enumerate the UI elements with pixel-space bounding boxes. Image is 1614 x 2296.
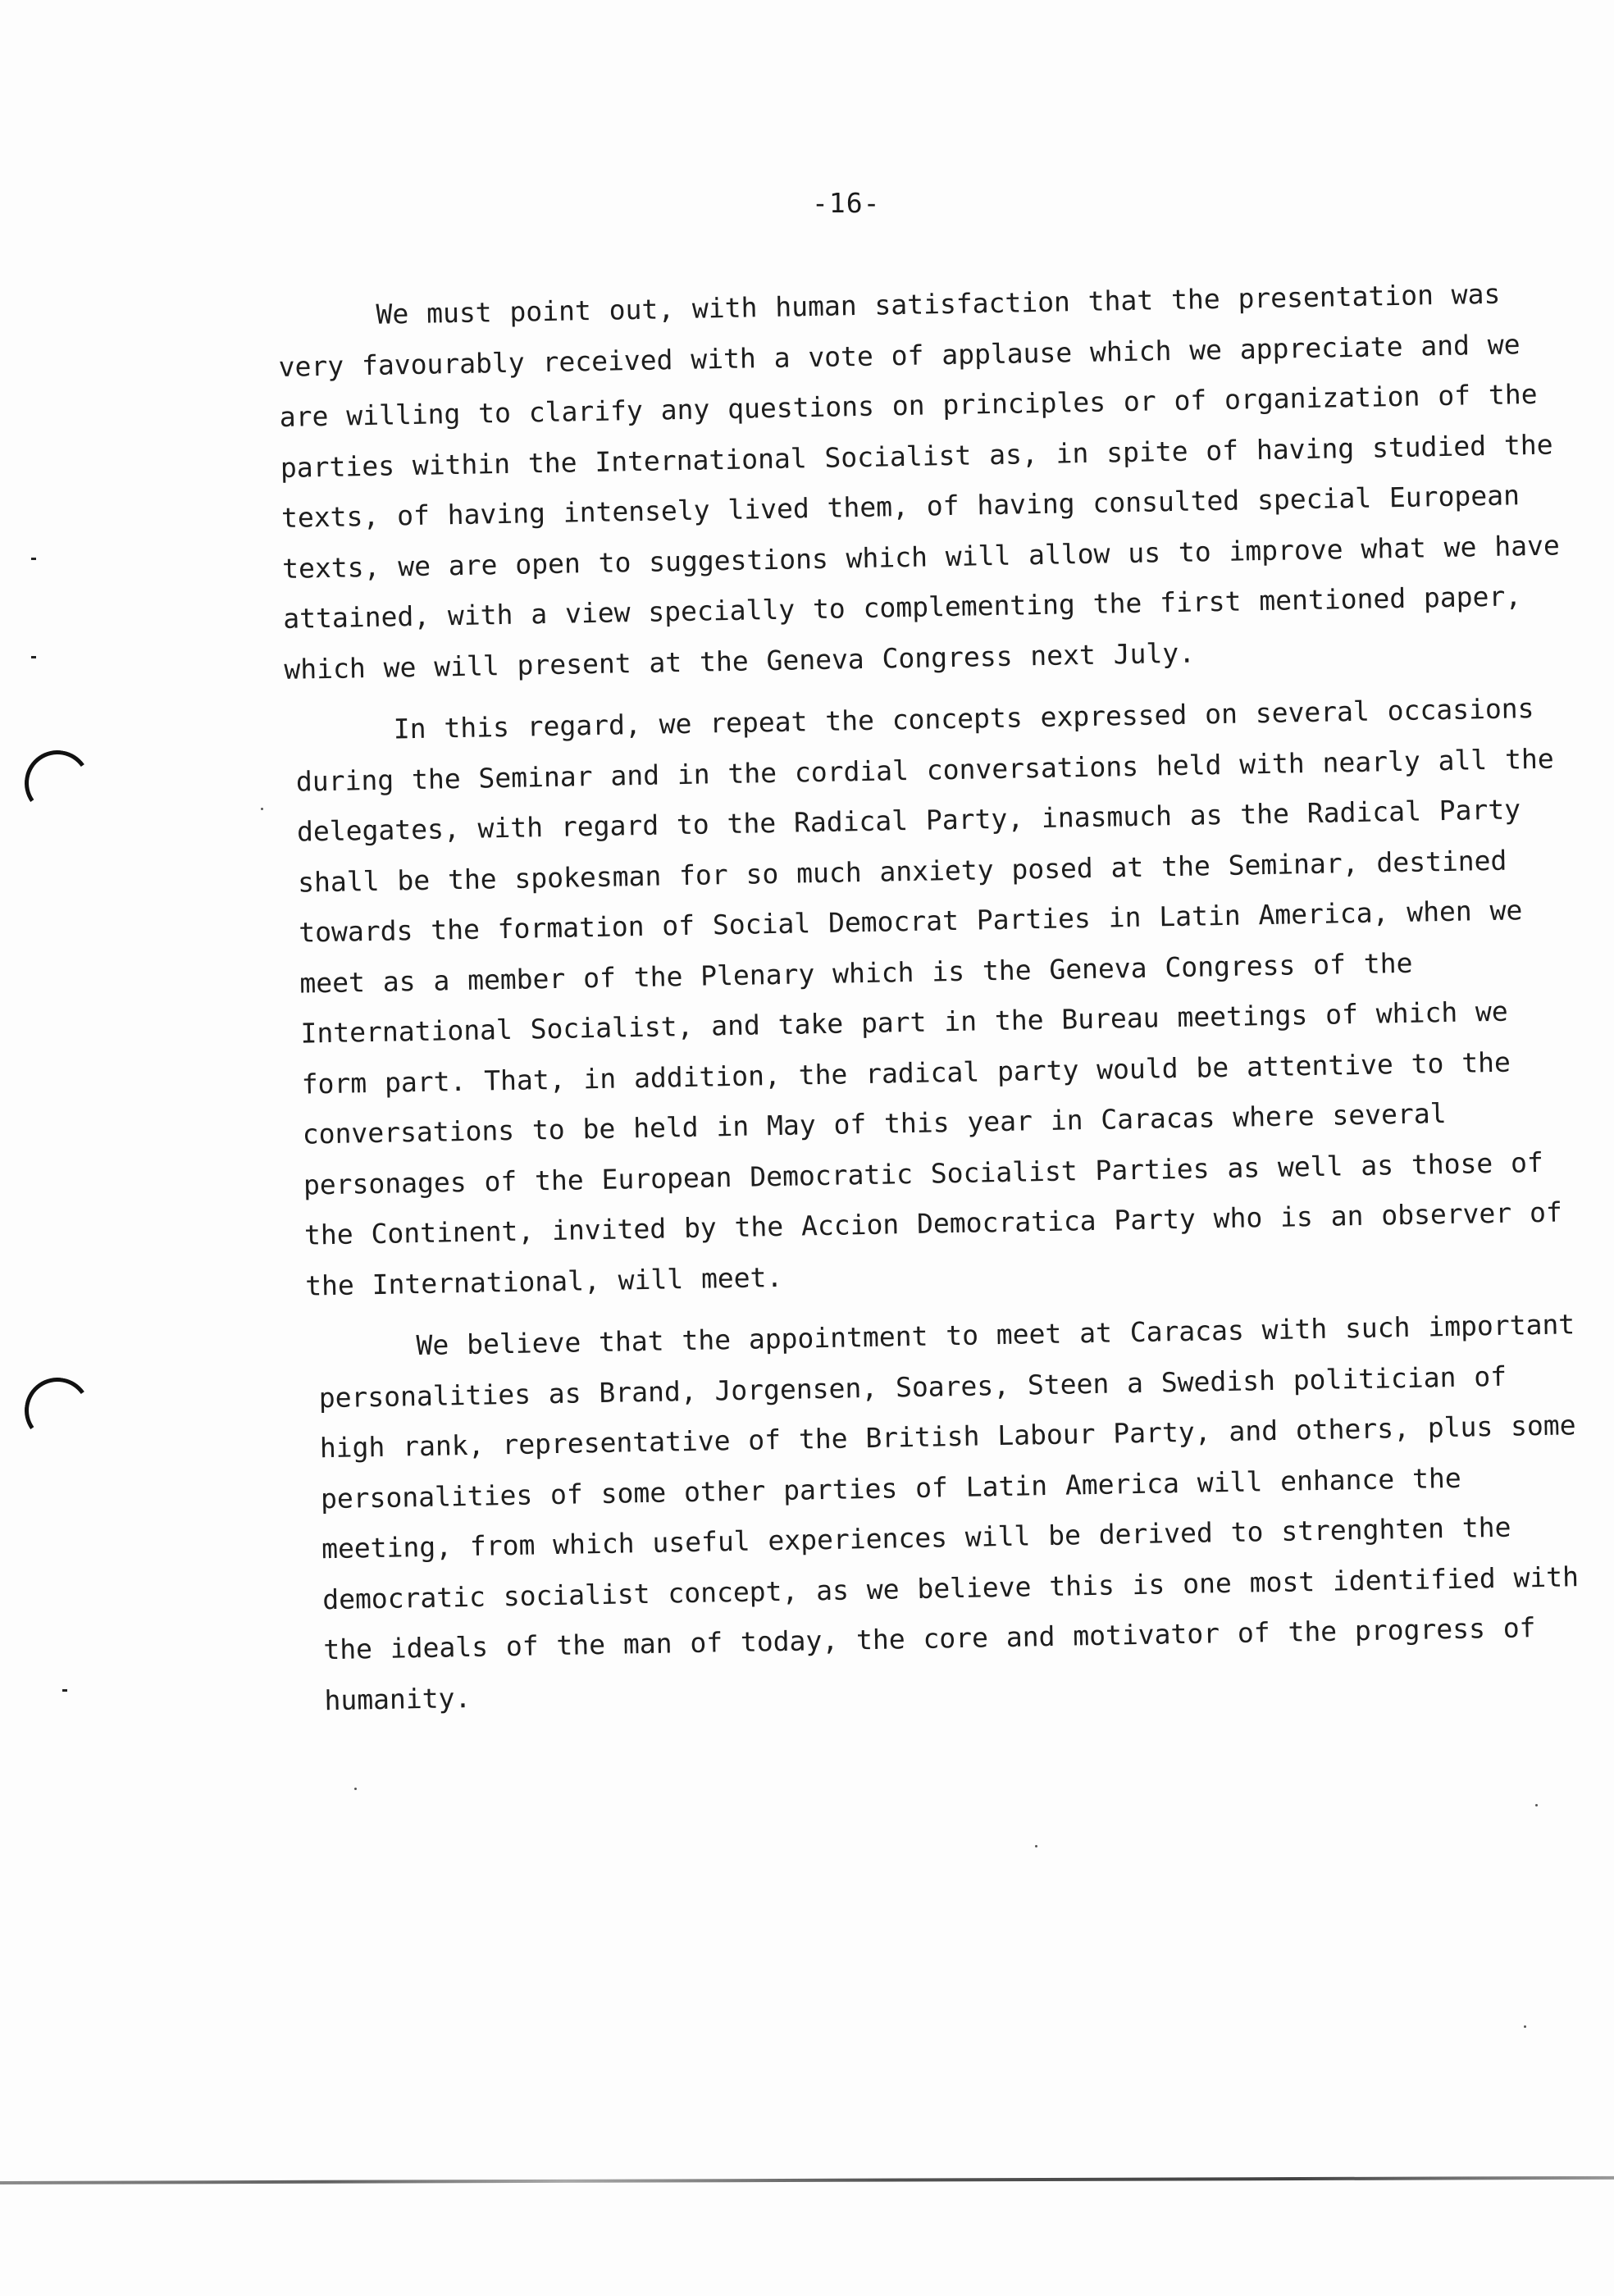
- punch-hole-mark: [20, 1373, 96, 1449]
- scan-speck: [261, 808, 263, 810]
- scan-speck: [354, 1788, 357, 1790]
- scan-speck: [31, 558, 36, 560]
- scan-speck: [1524, 2025, 1526, 2028]
- scan-speck: [31, 656, 36, 658]
- document-body: [277, 267, 1583, 1737]
- scan-speck: [1035, 1845, 1037, 1847]
- paragraph-3: We believe that the appointment to meet at Caracas with such important personalities as Brand, Jorgensen, Soares, Steen a Swedish politician of high rank, representative of the British Labour Party, and others, plus some personalities of some other parties of Latin America will enhance the meeting, from which useful experiences will be derived to strenghten the democratic socialist concept, as we believe this is one most identified with the ideals of the man of today, the core and motivator of the progress of humanity.: [318, 1308, 1580, 1716]
- paragraph-2: In this regard, we repeat the concepts expressed on several occasions during the Seminar and in the cordial conversations held with nearly all the delegates, with regard to the Radical Party, inasmuch as the Radical Party shall be the spokesman for so much anxiety posed at the Seminar, destined towards the formation of Social Democrat Parties in Latin America, when we meet as a member of the Plenary which is the Geneva Congress of the International Socialist, and take part in the Bureau meetings of which we form part. That, in addition, the radical party would be attentive to the conversations to be held in May of this year in Caracas where several personages of the European Democratic Socialist Parties as well as those of the Continent, invited by the Accion Democratica Party who is an observer of the International, will meet.: [295, 692, 1563, 1302]
- page-number: -16-: [812, 187, 881, 219]
- punch-hole-mark: [20, 745, 96, 822]
- bottom-scan-line: [0, 2176, 1614, 2184]
- scan-speck: [1535, 1804, 1538, 1806]
- scan-speck: [62, 1689, 67, 1692]
- paragraph-1: We must point out, with human satisfaction that the presentation was very favourably received with a vote of applause which we appreciate and we are willing to clarify any questions on principles or of organization of the parties within the International Socialist as, in spite of having studied the texts, of having intensely lived them, of having consulted special European texts, we are open to suggestions which will allow us to improve what we have attained, with a view specially to complementing the first mentioned paper, which we will present at the Geneva Congress next July.: [278, 277, 1561, 686]
